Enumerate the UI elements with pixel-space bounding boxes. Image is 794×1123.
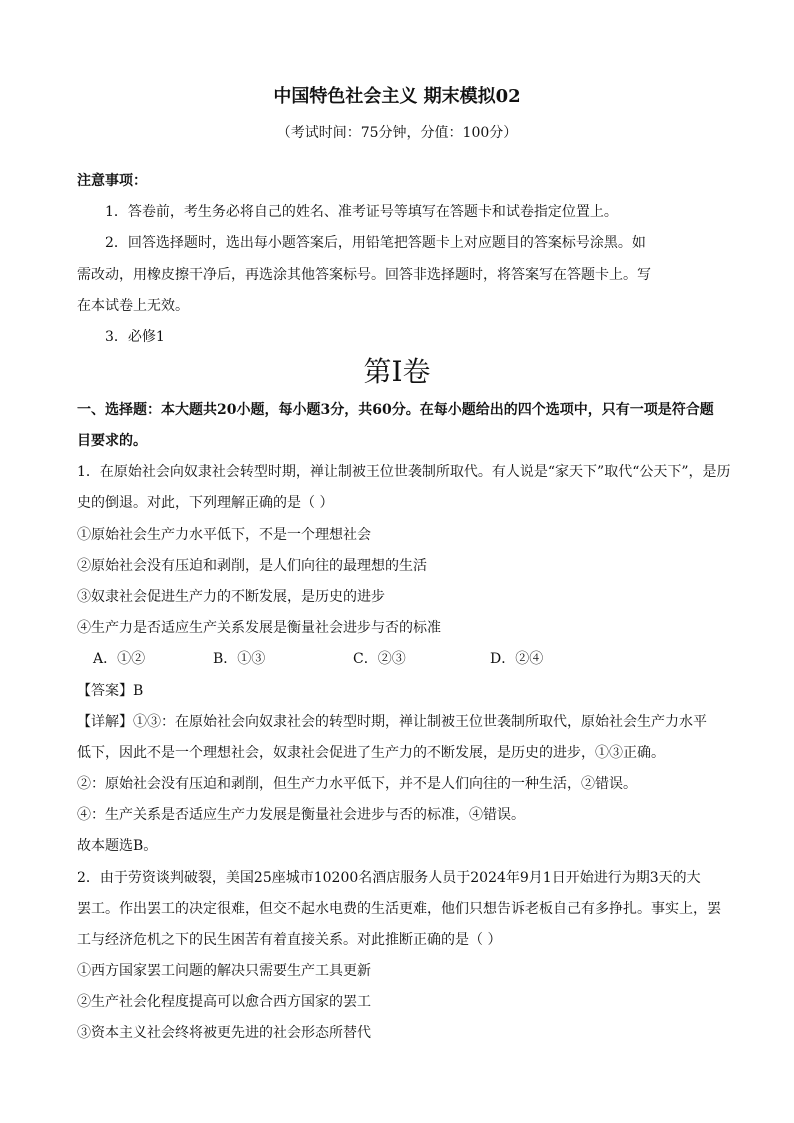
q1-statement-4: ④生产力是否适应生产关系发展是衡量社会进步与否的标准 [77,620,441,636]
q1-statement-1: ①原始社会生产力水平低下，不是一个理想社会 [77,527,371,543]
q1-stem-line-2: 史的倒退。对此，下列理解正确的是（ ） [77,495,334,511]
q2-stem-line-3: 工与经济危机之下的民生困苦有着直接关系。对此推断正确的是（ ） [77,932,502,948]
q1-option-a: A．①② [93,651,146,667]
q1-detail-line-2: 低下，因此不是一个理想社会，奴隶社会促进了生产力的不断发展，是历史的进步，①③正确。 [77,745,665,761]
q2-stem-line-2: 罢工。作出罢工的决定很难，但交不起水电费的生活更难，他们只想告诉老板自己有多挣扎。事实上，罢 [77,901,721,917]
notice-item-2-line-2: 需改动，用橡皮擦干净后，再选涂其他答案标号。回答非选择题时，将答案写在答题卡上。写 [77,267,651,283]
exam-time-info: （考试时间：75分钟，分值：100分） [276,125,518,141]
q1-detail-line-4: ④：生产关系是否适应生产力发展是衡量社会进步与否的标准，④错误。 [77,807,525,823]
q1-option-b: B．①③ [213,651,266,667]
q1-detail-line-3: ②：原始社会没有压迫和剥削，但生产力水平低下，并不是人们向往的一种生活，②错误。 [77,776,637,792]
section-heading-line-1: 一、选择题：本大题共20小题，每小题3分，共60分。在每小题给出的四个选项中，只有一项是符合题 [77,402,714,418]
q2-statement-3: ③资本主义社会终将被更先进的社会形态所替代 [77,1025,371,1041]
document-title: 中国特色社会主义 期末模拟02 [273,86,521,107]
q2-stem-line-1: 2．由于劳资谈判破裂，美国25座城市10200名酒店服务人员于2024年9月1日开始进行为期3天的大 [77,870,701,886]
q1-detail-line-1: 【详解】①③：在原始社会向奴隶社会的转型时期，禅让制被王位世袭制所取代，原始社会生产力水平 [77,714,707,730]
q1-stem-line-1: 1．在原始社会向奴隶社会转型时期，禅让制被王位世袭制所取代。有人说是“家天下”取代“公天下”，是历 [77,464,731,480]
notice-item-1: 1．答卷前，考生务必将自己的姓名、准考证号等填写在答题卡和试卷指定位置上。 [105,204,618,220]
volume-title: 第Ⅰ卷 [363,355,431,388]
q1-answer: 【答案】B [77,683,144,699]
notice-item-2-line-1: 2．回答选择题时，选出每小题答案后，用铅笔把答题卡上对应题目的答案标号涂黑。如 [105,235,646,251]
notice-item-2-line-3: 在本试卷上无效。 [77,298,189,314]
notice-item-3: 3．必修1 [105,329,165,345]
q1-option-d: D．②④ [490,651,544,667]
notice-heading: 注意事项： [77,173,147,189]
q1-statement-2: ②原始社会没有压迫和剥削，是人们向往的最理想的生活 [77,558,427,574]
q1-option-c: C．②③ [353,651,406,667]
q1-conclusion: 故本题选B。 [77,838,158,854]
q2-statement-2: ②生产社会化程度提高可以愈合西方国家的罢工 [77,994,371,1010]
q1-statement-3: ③奴隶社会促进生产力的不断发展，是历史的进步 [77,589,385,605]
section-heading-line-2: 目要求的。 [77,433,147,449]
q2-statement-1: ①西方国家罢工问题的解决只需要生产工具更新 [77,963,371,979]
